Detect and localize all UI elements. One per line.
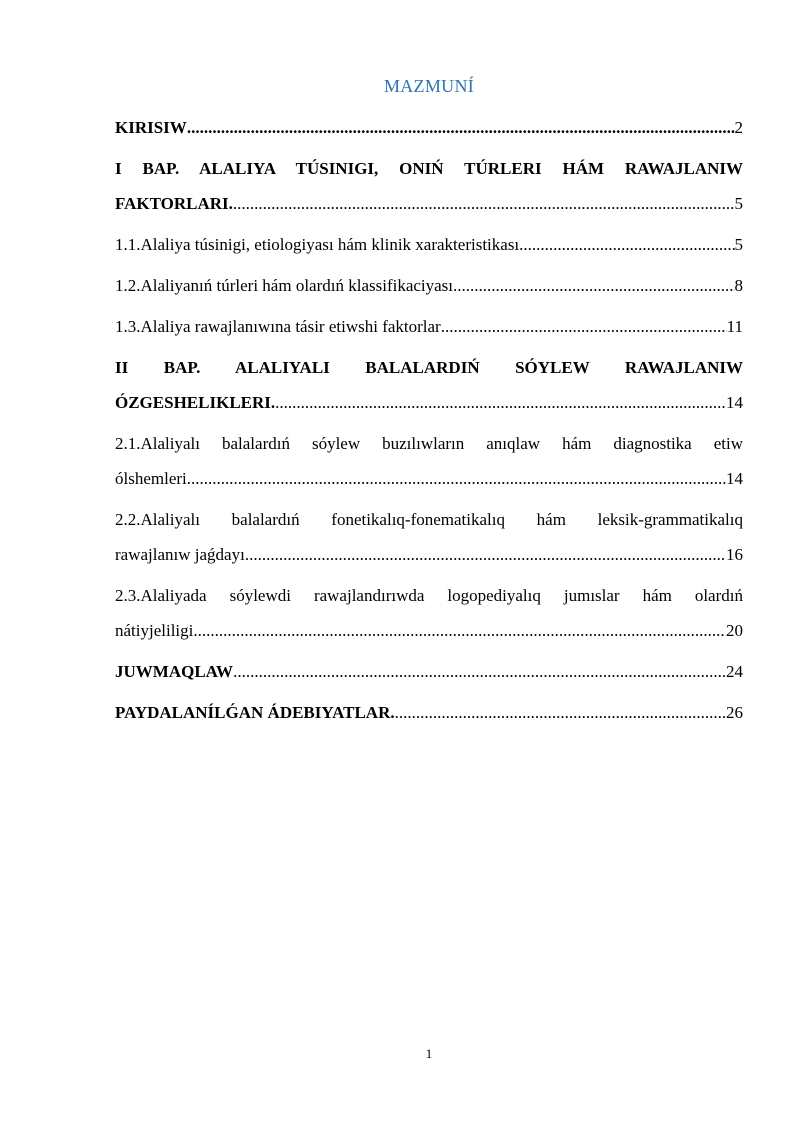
toc-entry-text: ÓZGESHELIKLERI. [115,393,276,412]
page-number: 1 [425,1046,433,1061]
toc-leader-dots [275,385,726,420]
toc-entry-text: 1.3.Alaliya rawajlanıwına tásir etiwshi faktorlar [115,317,441,336]
toc-entry-text: KIRISIW [115,118,187,137]
toc-leader-dots [187,110,735,145]
toc-leader-dots [519,227,734,262]
toc-leader-dots [233,654,726,689]
toc-entry-1-3[interactable] [115,309,743,344]
toc-entry-page: 26 [726,703,743,722]
toc-entry-text: ólshemleri [115,469,187,488]
toc-entry-bibliography[interactable] [115,695,743,730]
toc-entry-chapter-2[interactable] [115,350,743,420]
toc-entry-text: JUWMAQLAW [115,662,234,681]
toc-entry-2-2[interactable] [115,502,743,572]
toc-leader-dots [233,186,735,221]
toc-leader-dots [187,461,726,496]
toc-leader-dots [245,537,726,572]
toc-entry-text: FAKTORLARI. [115,194,233,213]
toc-entry-text: 1.1.Alaliya túsinigi, etiologiyası hám klinik xarakteristikası [115,235,520,254]
toc-entry-text: PAYDALANÍLǴAN ÁDEBIYATLAR. [115,703,395,722]
toc-entry-page: 14 [726,469,743,488]
toc-entry-line1: 2.1.Alaliyalı balalardıń sóylew buzılıwların anıqlaw hám diagnostika etiw [115,434,743,453]
toc-entry-page: 24 [726,662,743,681]
toc-leader-dots [441,309,727,344]
toc-entry-page: 5 [734,194,743,213]
toc-entry-2-3[interactable] [115,578,743,648]
toc-leader-dots [193,613,726,648]
toc-entry-page: 14 [726,393,743,412]
toc-entry-2-1[interactable] [115,426,743,496]
toc-entry-page: 20 [726,621,743,640]
toc-entry-line1: I BAP. ALALIYA TÚSINIGI, ONIŃ TÚRLERI HÁM RAWAJLANIW [115,159,743,178]
toc-leader-dots [395,695,726,730]
toc-entry-text: nátiyjeliligi [115,621,194,640]
toc-entry-chapter-1[interactable] [115,151,743,221]
toc-entry-page: 8 [734,276,743,295]
toc-leader-dots [453,268,734,303]
toc-entry-text: rawajlanıw jaǵdayı [115,545,245,564]
toc-title: MAZMUNÍ [383,76,475,96]
toc-entry-page: 11 [726,317,743,336]
table-of-contents [115,110,743,730]
toc-entry-page: 5 [734,235,743,254]
toc-entry-page: 2 [734,118,743,137]
toc-entry-text: 1.2.Alaliyanıń túrleri hám olardıń klassifikaciyası [115,276,454,295]
toc-entry-page: 16 [726,545,743,564]
toc-entry-line1: 2.2.Alaliyalı balalardıń fonetikalıq-fonematikalıq hám leksik-grammatikalıq [115,510,743,529]
toc-entry-kirisiw[interactable] [115,110,743,145]
toc-entry-juwmaqlaw[interactable] [115,654,743,689]
toc-entry-line1: II BAP. ALALIYALI BALALARDIŃ SÓYLEW RAWAJLANIW [115,358,743,377]
toc-entry-line1: 2.3.Alaliyada sóylewdi rawajlandırıwda logopediyalıq jumıslar hám olardıń [115,586,743,605]
toc-entry-1-1[interactable] [115,227,743,262]
toc-entry-1-2[interactable] [115,268,743,303]
